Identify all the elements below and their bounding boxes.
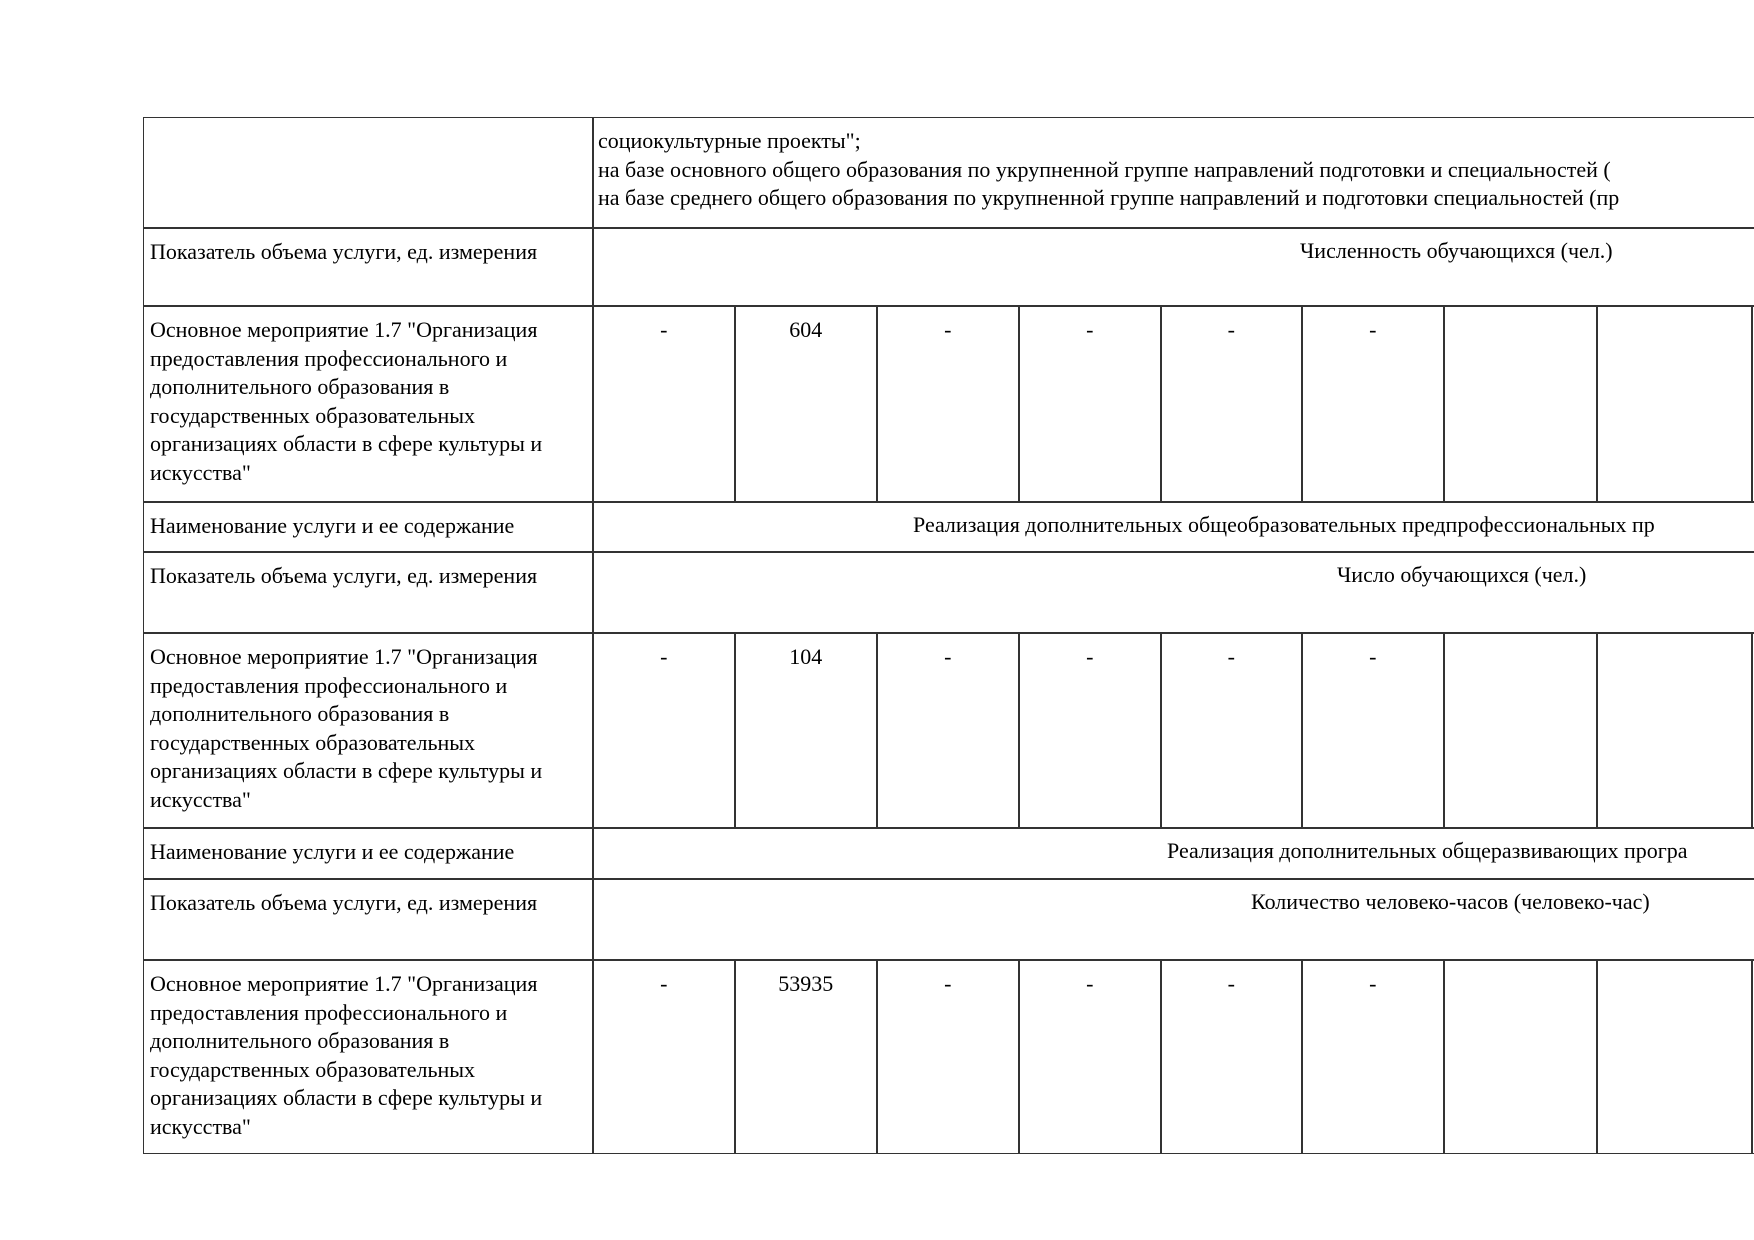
value-cell: - (876, 959, 1020, 1154)
row-label: Основное мероприятие 1.7 "Организация предоставления профессионального и дополнительного образования в государственных образовательных организациях области в сфере культуры и искусства" (143, 305, 594, 503)
content-text: Реализация дополнительных общеобразовательных предпрофессиональных пр (913, 512, 1655, 537)
value-cell (1596, 632, 1753, 829)
value-cell: - (1301, 959, 1445, 1154)
content-text: Реализация дополнительных общеразвивающих програ (1167, 838, 1688, 863)
row-label: Наименование услуги и ее содержание (143, 827, 594, 880)
row-label: Наименование услуги и ее содержание (143, 501, 594, 553)
value-cell (1443, 632, 1598, 829)
value-cell: - (1301, 632, 1445, 829)
value-cell: - (1160, 632, 1303, 829)
value-cell (1596, 959, 1753, 1154)
row-label: Основное мероприятие 1.7 "Организация предоставления профессионального и дополнительного образования в государственных образовательных организациях области в сфере культуры и искусства" (143, 959, 594, 1154)
value-cell: - (876, 632, 1020, 829)
value-cell: - (1018, 632, 1162, 829)
row-label: Показатель объема услуги, ед. измерения (143, 227, 594, 307)
value-cell: - (592, 959, 736, 1154)
value-cell: 604 (734, 305, 878, 503)
content-line: на базе среднего общего образования по укрупненной группе направлений и подготовки специальностей (пр (598, 185, 1620, 210)
value-cell: - (1018, 959, 1162, 1154)
content-text: Количество человеко-часов (человеко-час) (1251, 889, 1650, 914)
value-cell (1596, 305, 1753, 503)
value-cell: - (1160, 959, 1303, 1154)
value-cell (1443, 305, 1598, 503)
content-line: социокультурные проекты"; (598, 128, 861, 153)
content-text: Число обучающихся (чел.) (1337, 562, 1587, 587)
content-text: Численность обучающихся (чел.) (1300, 238, 1613, 263)
value-cell (1443, 959, 1598, 1154)
content-line: на базе основного общего образования по укрупненной группе направлений подготовки и специальностей ( (598, 156, 1611, 182)
value-cell: - (1160, 305, 1303, 503)
row-label: Показатель объема услуги, ед. измерения (143, 551, 594, 634)
value-cell: - (876, 305, 1020, 503)
value-cell: - (592, 632, 736, 829)
value-cell: - (1018, 305, 1162, 503)
row-label (143, 117, 594, 229)
row-label: Показатель объема услуги, ед. измерения (143, 878, 594, 961)
value-cell: 53935 (734, 959, 878, 1154)
value-cell: - (1301, 305, 1445, 503)
value-cell: 104 (734, 632, 878, 829)
value-cell: - (592, 305, 736, 503)
row-label: Основное мероприятие 1.7 "Организация предоставления профессионального и дополнительного образования в государственных образовательных организациях области в сфере культуры и искусства" (143, 632, 594, 829)
